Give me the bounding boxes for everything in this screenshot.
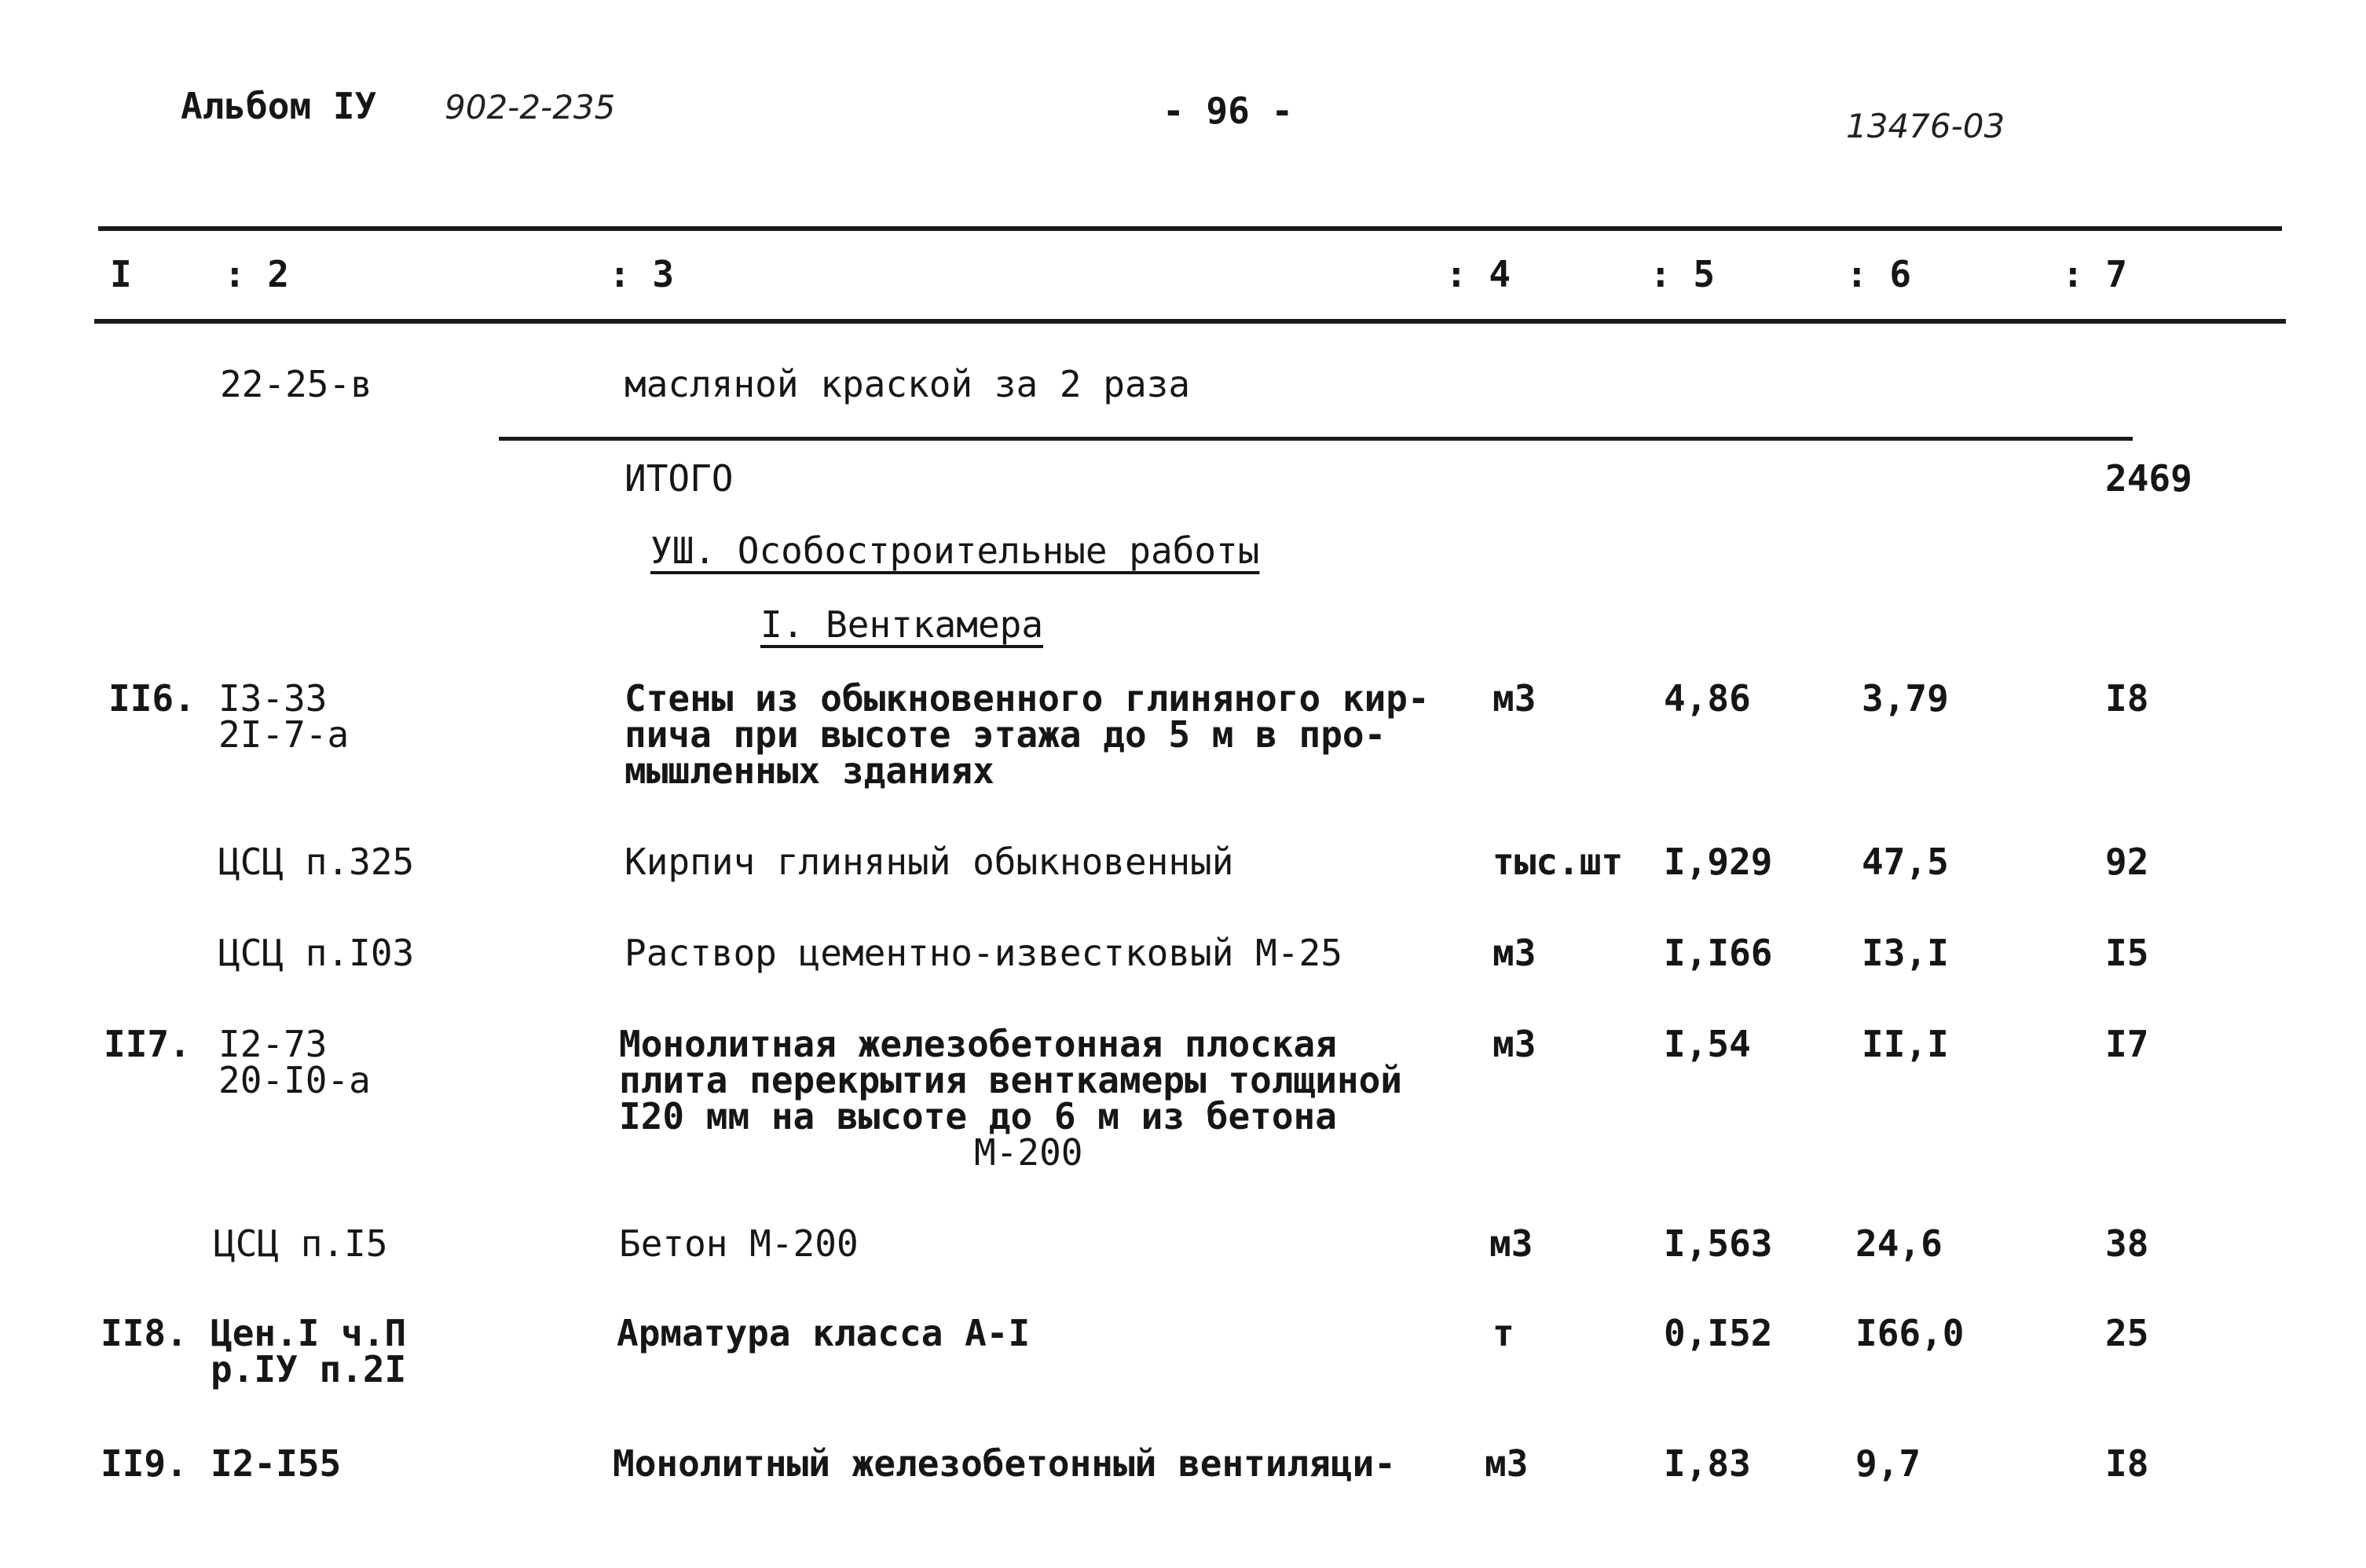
table-header-rule bbox=[94, 319, 2286, 324]
row-cost: I5 bbox=[2105, 932, 2149, 974]
row-cost: 25 bbox=[2105, 1312, 2149, 1354]
row-quantity: 0,I52 bbox=[1664, 1312, 1773, 1354]
col-7: : 7 bbox=[2062, 253, 2128, 295]
row-ref: I2-I55 bbox=[211, 1442, 342, 1485]
row-cost: 92 bbox=[2105, 841, 2149, 883]
row-unit: м3 bbox=[1492, 677, 1536, 720]
row-description: Раствор цементно-известковый М-25 bbox=[624, 932, 1342, 974]
row-price: 24,6 bbox=[1855, 1222, 1943, 1265]
row-unit: м3 bbox=[1492, 1023, 1536, 1065]
row-ref: ЦСЦ п.I5 bbox=[214, 1222, 388, 1265]
subsection-heading: I. Венткамера bbox=[760, 603, 1044, 646]
row-unit: м3 bbox=[1485, 1442, 1529, 1485]
col-3: : 3 bbox=[609, 253, 675, 295]
row-description: Арматура класса А-I bbox=[617, 1312, 1031, 1354]
row-quantity: 4,86 bbox=[1664, 677, 1751, 720]
row-description: Монолитный железобетонный вентиляци- bbox=[613, 1442, 1396, 1485]
row-number: II6. bbox=[108, 677, 196, 720]
row-description: Монолитная железобетонная плоская плита перекрытия венткамеры толщиной I20 мм на высоте до 6 м из бетона bbox=[619, 1023, 1402, 1138]
row-description: Кирпич глиняный обыкновенный bbox=[624, 841, 1234, 883]
row-price: 9,7 bbox=[1855, 1442, 1921, 1485]
row-description: масляной краской за 2 раза bbox=[624, 363, 1191, 405]
row-unit: т bbox=[1492, 1312, 1514, 1354]
row-price: I66,0 bbox=[1855, 1312, 1965, 1354]
row-cost: I8 bbox=[2105, 677, 2149, 720]
row-number: II8. bbox=[101, 1312, 188, 1354]
row-description: Бетон М-200 bbox=[619, 1222, 859, 1265]
row-unit: тыс.шт bbox=[1492, 841, 1624, 883]
total-value: 2469 bbox=[2105, 457, 2192, 500]
row-quantity: I,929 bbox=[1664, 841, 1773, 883]
subtotal-rule bbox=[499, 437, 2133, 441]
col-2: : 2 bbox=[224, 253, 290, 295]
row-ref: I3-33 2I-7-а bbox=[218, 677, 350, 756]
row-description: Стены из обыкновенного глиняного кир- пича при высоте этажа до 5 м в про- мышленных зданиях bbox=[624, 677, 1430, 792]
row-quantity: I,I66 bbox=[1664, 932, 1773, 974]
row-description-cont: М-200 bbox=[974, 1131, 1083, 1174]
row-cost: I7 bbox=[2105, 1023, 2149, 1065]
row-ref: ЦСЦ п.I03 bbox=[218, 932, 415, 974]
album-label: Альбом IУ bbox=[181, 85, 377, 127]
project-code: 902-2-235 bbox=[445, 88, 616, 126]
row-ref: I2-73 20-I0-а bbox=[218, 1023, 371, 1101]
row-unit: м3 bbox=[1489, 1222, 1533, 1265]
row-ref: 22-25-в bbox=[220, 363, 372, 405]
row-unit: м3 bbox=[1492, 932, 1536, 974]
col-4: : 4 bbox=[1445, 253, 1511, 295]
row-cost: I8 bbox=[2105, 1442, 2149, 1485]
row-number: II7. bbox=[104, 1023, 191, 1065]
row-cost: 38 bbox=[2105, 1222, 2149, 1265]
col-1: I bbox=[110, 253, 132, 295]
row-ref: ЦСЦ п.325 bbox=[218, 841, 415, 883]
col-6: : 6 bbox=[1846, 253, 1912, 295]
row-price: II,I bbox=[1862, 1023, 1949, 1065]
row-price: I3,I bbox=[1862, 932, 1949, 974]
row-price: 3,79 bbox=[1862, 677, 1949, 720]
row-ref: Цен.I ч.П р.IУ п.2I bbox=[211, 1312, 407, 1390]
page-number: - 96 - bbox=[1163, 90, 1294, 132]
row-quantity: I,54 bbox=[1664, 1023, 1751, 1065]
table-top-rule bbox=[98, 226, 2282, 231]
document-number: 13476-03 bbox=[1846, 107, 2005, 145]
row-quantity: I,563 bbox=[1664, 1222, 1773, 1265]
total-label: ИТОГО bbox=[624, 457, 734, 500]
row-quantity: I,83 bbox=[1664, 1442, 1751, 1485]
row-number: II9. bbox=[101, 1442, 188, 1485]
col-5: : 5 bbox=[1650, 253, 1716, 295]
row-price: 47,5 bbox=[1862, 841, 1949, 883]
section-heading: УШ. Особостроительные работы bbox=[650, 529, 1260, 572]
